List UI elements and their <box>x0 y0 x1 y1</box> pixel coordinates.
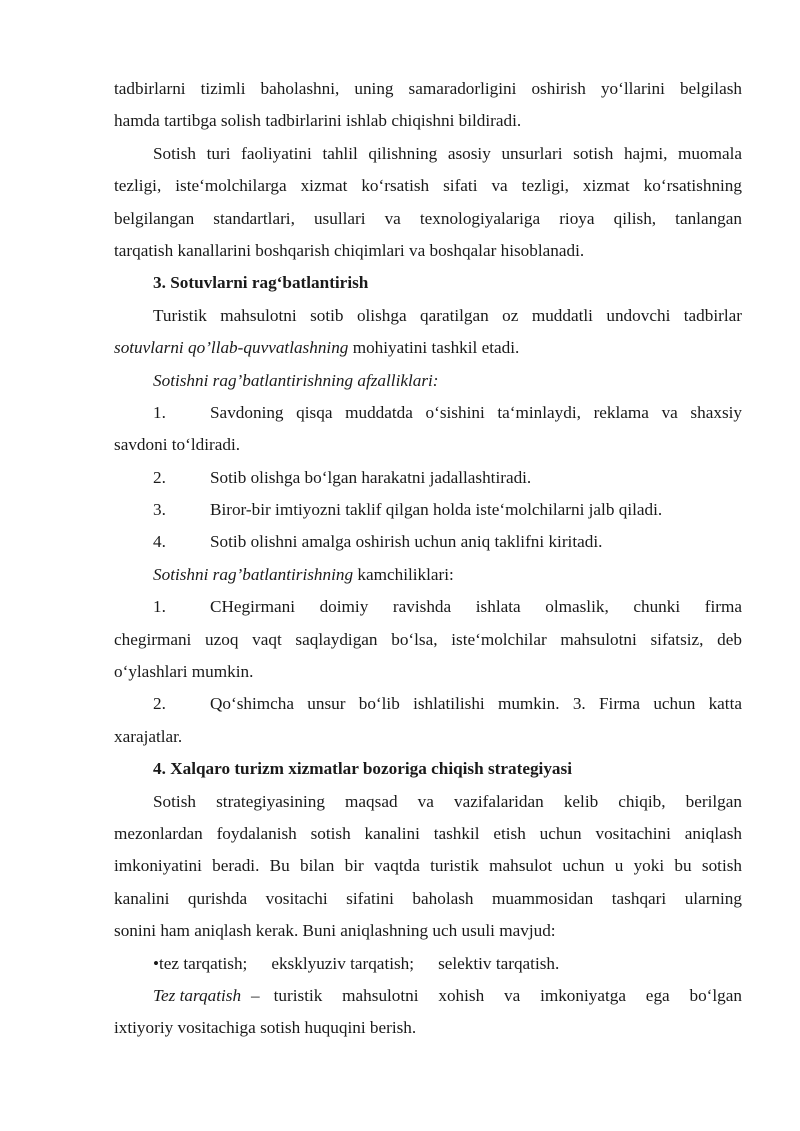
bullet-icon: • <box>153 953 160 973</box>
paragraph-line: kanalini qurishda vositachi sifatini baholash muammosidan tashqari ularning <box>114 888 742 908</box>
paragraph-line: tadbirlarni tizimli baholashni, uning samaradorligini oshirish yo‘llarini belgilash <box>114 79 742 98</box>
paragraph-text: turistik mahsulotni xohish va imkoniyatga ega bo‘lgan <box>273 985 742 1005</box>
paragraph-line: mezonlardan foydalanish sotish kanalini tashkil etish uchun vositachini aniqlash <box>114 823 742 843</box>
paragraph-line: belgilangan standartlari, usullari va texnologiyalariga rioya qilish, tanlangan <box>114 208 742 228</box>
subheading <box>114 559 742 591</box>
section-heading: 3. Sotuvlarni rag‘batlantirish <box>153 273 369 293</box>
list-number: 1. <box>153 597 166 617</box>
paragraph-line: ixtiyoriy vositachiga sotish huquqini berish. <box>114 1018 417 1038</box>
list-number: 2. <box>153 694 166 714</box>
list-text: Biror-bir imtiyozni taklif qilgan holda iste‘molchilarni jalb qiladi. <box>210 500 663 520</box>
paragraph-line: Sotish turi faoliyatini tahlil qilishning asosiy unsurlari sotish hajmi, muomala <box>153 143 742 163</box>
paragraph-line <box>114 980 742 1012</box>
list-item <box>114 397 742 429</box>
paragraph-line <box>114 332 742 364</box>
subheading: Sotishni rag’batlantirishning afzalliklari: <box>153 370 439 390</box>
list-number: 3. <box>153 500 166 520</box>
paragraph-line: tarqatish kanallarini boshqarish chiqimlari va boshqalar hisoblanadi. <box>114 240 585 260</box>
page-body <box>114 73 742 1045</box>
list-number: 2. <box>153 467 166 487</box>
paragraph-line: Turistik mahsulotni sotib olishga qaratilgan oz muddatli undovchi tadbirlar <box>153 305 742 325</box>
paragraph-line: imkoniyatini beradi. Bu bilan bir vaqtda turistik mahsulot uchun u yoki bu sotish <box>114 856 742 876</box>
bullet-item: eksklyuziv tarqatish; <box>271 953 415 973</box>
subheading-text: kamchiliklari: <box>353 564 454 584</box>
section-heading: 4. Xalqaro turizm xizmatlar bozoriga chiqish strategiyasi <box>153 759 572 779</box>
dash: – <box>251 985 260 1005</box>
list-text: Qo‘shimcha unsur bo‘lib ishlatilishi mumkin. 3. Firma uchun katta <box>210 694 742 714</box>
list-number: 1. <box>153 402 166 422</box>
list-item <box>114 688 742 720</box>
list-number: 4. <box>153 532 166 552</box>
bullet-item: selektiv tarqatish. <box>438 953 560 973</box>
bullet-item: tez tarqatish; <box>159 953 248 973</box>
italic-term: sotuvlarni qo’llab-quvvatlashning <box>114 338 349 358</box>
list-item <box>114 526 742 558</box>
paragraph-line: Sotish strategiyasining maqsad va vazifalaridan kelib chiqib, berilgan <box>153 791 742 811</box>
list-item-continuation: chegirmani uzoq vaqt saqlaydigan bo‘lsa, iste‘molchilar mahsulotni sifatsiz, deb <box>114 629 742 649</box>
paragraph-line: sonini ham aniqlash kerak. Buni aniqlashning uch usuli mavjud: <box>114 921 556 941</box>
italic-term: Tez tarqatish <box>153 985 242 1005</box>
list-item <box>114 591 742 623</box>
italic-term: Sotishni rag’batlantirishning <box>153 564 354 584</box>
paragraph-line: tezligi, iste‘molchilarga xizmat ko‘rsatish sifati va tezligi, xizmat ko‘rsatishning <box>114 176 742 196</box>
paragraph-text: mohiyatini tashkil etadi. <box>348 338 520 358</box>
list-item <box>114 462 742 494</box>
list-item-continuation: o‘ylashlari mumkin. <box>114 662 254 682</box>
list-item-continuation: savdoni to‘ldiradi. <box>114 435 241 455</box>
list-item <box>114 494 742 526</box>
paragraph-line: hamda tartibga solish tadbirlarini ishlab chiqishni bildiradi. <box>114 111 522 131</box>
bullet-list <box>114 948 742 980</box>
list-text: CHegirmani doimiy ravishda ishlata olmaslik, chunki firma <box>210 597 742 617</box>
list-text: Savdoning qisqa muddatda o‘sishini ta‘minlaydi, reklama va shaxsiy <box>210 402 742 422</box>
list-text: Sotib olishni amalga oshirish uchun aniq taklifni kiritadi. <box>210 532 603 552</box>
list-item-continuation: xarajatlar. <box>114 726 183 746</box>
list-text: Sotib olishga bo‘lgan harakatni jadallashtiradi. <box>210 467 532 487</box>
